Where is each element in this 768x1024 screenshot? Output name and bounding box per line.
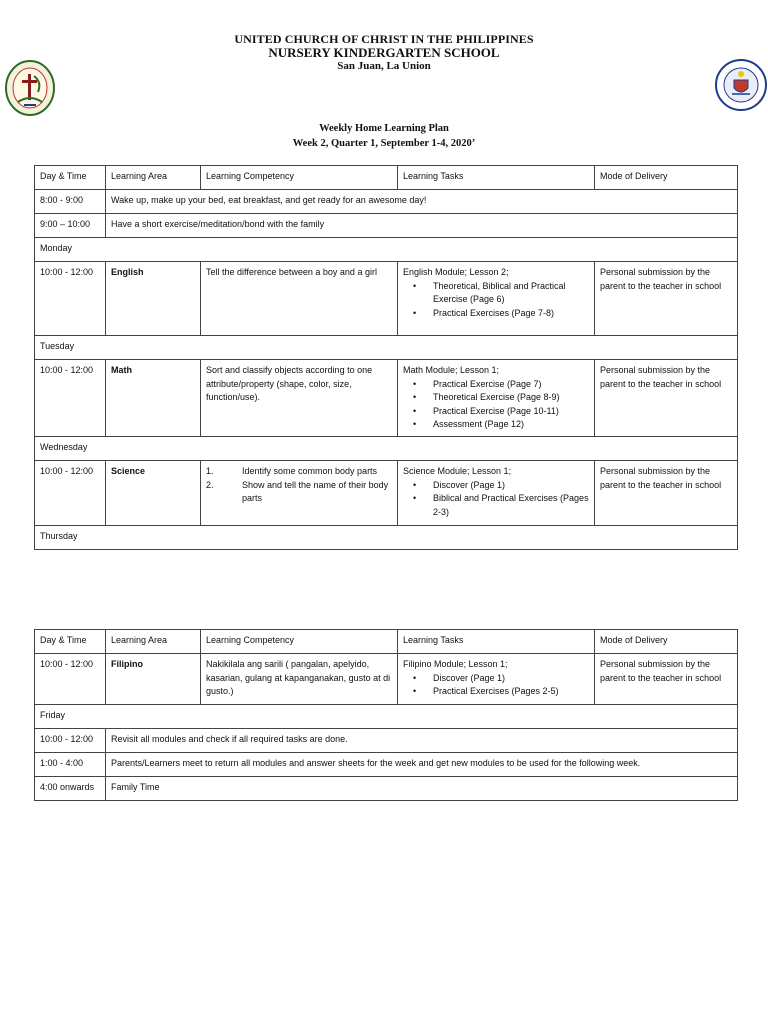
day-row bbox=[35, 437, 738, 461]
plan-subtitle: Week 2, Quarter 1, September 1-4, 2020’ bbox=[292, 138, 476, 149]
tasks-heading: Filipino Module; Lesson 1; bbox=[403, 659, 508, 669]
task-item: • Assessment (Page 12) bbox=[433, 418, 589, 432]
activity-cell: Wake up, make up your bed, eat breakfast, and get ready for an awesome day! bbox=[106, 190, 738, 214]
header-learning-competency: Learning Competency bbox=[201, 630, 398, 654]
table-row bbox=[35, 461, 738, 526]
task-list bbox=[403, 672, 589, 699]
table-row bbox=[35, 262, 738, 336]
time-cell: 8:00 - 9:00 bbox=[35, 190, 106, 214]
plan-title-block bbox=[0, 121, 768, 151]
delivery-cell: Personal submission by the parent to the teacher in school bbox=[595, 654, 738, 705]
church-name: UNITED CHURCH OF CHRIST IN THE PHILIPPINES bbox=[234, 32, 534, 46]
competency-cell: Nakikilala ang sarili ( pangalan, apelyido, kasarian, gulang at kapanganakan, gusto at di gusto.) bbox=[201, 654, 398, 705]
time-cell: 10:00 - 12:00 bbox=[35, 729, 106, 753]
weekly-plan-table-1 bbox=[34, 165, 738, 550]
day-label-monday: Monday bbox=[35, 238, 738, 262]
table-row bbox=[35, 654, 738, 705]
task-item: • Biblical and Practical Exercises (Pages 2-3) bbox=[433, 492, 589, 519]
competency-text: Show and tell the name of their body parts bbox=[242, 479, 389, 503]
activity-cell: Revisit all modules and check if all required tasks are done. bbox=[106, 729, 738, 753]
task-list bbox=[403, 280, 589, 321]
competency-list bbox=[206, 465, 392, 506]
header-learning-tasks: Learning Tasks bbox=[398, 630, 595, 654]
table-row bbox=[35, 190, 738, 214]
table-row bbox=[35, 214, 738, 238]
header-learning-area: Learning Area bbox=[106, 630, 201, 654]
time-cell: 10:00 - 12:00 bbox=[35, 262, 106, 336]
time-cell: 9:00 – 10:00 bbox=[35, 214, 106, 238]
school-name: NURSERY KINDERGARTEN SCHOOL bbox=[268, 45, 500, 60]
learning-area-cell: English bbox=[106, 262, 201, 336]
tasks-cell bbox=[398, 262, 595, 336]
tasks-heading: English Module; Lesson 2; bbox=[403, 267, 509, 277]
school-header bbox=[0, 32, 768, 73]
header-learning-area: Learning Area bbox=[106, 166, 201, 190]
header-day-time: Day & Time bbox=[35, 166, 106, 190]
weekly-plan-table-2 bbox=[34, 629, 738, 801]
day-row bbox=[35, 526, 738, 550]
task-item: • Discover (Page 1) bbox=[433, 479, 589, 493]
competency-number: 2. bbox=[206, 479, 214, 490]
task-list bbox=[403, 479, 589, 520]
table-header-row bbox=[35, 166, 738, 190]
day-label-thursday: Thursday bbox=[35, 526, 738, 550]
time-cell: 10:00 - 12:00 bbox=[35, 654, 106, 705]
task-item: • Theoretical, Biblical and Practical Exercise (Page 6) bbox=[433, 280, 589, 307]
header-learning-tasks: Learning Tasks bbox=[398, 166, 595, 190]
activity-cell: Parents/Learners meet to return all modules and answer sheets for the week and get new modules to be used for the following week. bbox=[106, 753, 738, 777]
day-row bbox=[35, 336, 738, 360]
activity-cell: Have a short exercise/meditation/bond with the family bbox=[106, 214, 738, 238]
learning-area-cell: Math bbox=[106, 360, 201, 437]
task-item: • Practical Exercise (Page 10-11) bbox=[433, 405, 589, 419]
competency-item bbox=[206, 479, 392, 506]
competency-number: 1. bbox=[206, 466, 214, 476]
day-row bbox=[35, 238, 738, 262]
competency-item bbox=[206, 465, 392, 479]
tasks-cell bbox=[398, 461, 595, 526]
tasks-cell bbox=[398, 360, 595, 437]
header-mode-of-delivery: Mode of Delivery bbox=[595, 166, 738, 190]
tasks-heading: Science Module; Lesson 1; bbox=[403, 466, 512, 476]
competency-text: Identify some common body parts bbox=[242, 466, 378, 476]
task-item: • Practical Exercises (Page 7-8) bbox=[433, 307, 589, 321]
header-day-time: Day & Time bbox=[35, 630, 106, 654]
day-label-friday: Friday bbox=[35, 705, 738, 729]
time-cell: 1:00 - 4:00 bbox=[35, 753, 106, 777]
day-label-tuesday: Tuesday bbox=[35, 336, 738, 360]
learning-area-cell: Filipino bbox=[106, 654, 201, 705]
task-item: • Discover (Page 1) bbox=[433, 672, 589, 686]
header-mode-of-delivery: Mode of Delivery bbox=[595, 630, 738, 654]
task-item: • Practical Exercises (Pages 2-5) bbox=[433, 685, 589, 699]
task-list bbox=[403, 378, 589, 432]
day-row bbox=[35, 705, 738, 729]
task-item: • Theoretical Exercise (Page 8-9) bbox=[433, 391, 589, 405]
tasks-heading: Math Module; Lesson 1; bbox=[403, 365, 500, 375]
delivery-cell: Personal submission by the parent to the teacher in school bbox=[595, 360, 738, 437]
table-row bbox=[35, 777, 738, 801]
time-cell: 10:00 - 12:00 bbox=[35, 360, 106, 437]
table-row bbox=[35, 729, 738, 753]
delivery-cell: Personal submission by the parent to the teacher in school bbox=[595, 461, 738, 526]
competency-cell: Tell the difference between a boy and a girl bbox=[201, 262, 398, 336]
school-location: San Juan, La Union bbox=[337, 60, 431, 72]
time-cell: 10:00 - 12:00 bbox=[35, 461, 106, 526]
task-item: • Practical Exercise (Page 7) bbox=[433, 378, 589, 392]
competency-cell: Sort and classify objects according to one attribute/property (shape, color, size, function/use). bbox=[201, 360, 398, 437]
tasks-cell bbox=[398, 654, 595, 705]
table-row bbox=[35, 753, 738, 777]
header-learning-competency: Learning Competency bbox=[201, 166, 398, 190]
table-row bbox=[35, 360, 738, 437]
activity-cell: Family Time bbox=[106, 777, 738, 801]
time-cell: 4:00 onwards bbox=[35, 777, 106, 801]
delivery-cell: Personal submission by the parent to the teacher in school bbox=[595, 262, 738, 336]
competency-cell bbox=[201, 461, 398, 526]
day-label-wednesday: Wednesday bbox=[35, 437, 738, 461]
learning-area-cell: Science bbox=[106, 461, 201, 526]
plan-title: Weekly Home Learning Plan bbox=[319, 123, 449, 134]
table-header-row bbox=[35, 630, 738, 654]
